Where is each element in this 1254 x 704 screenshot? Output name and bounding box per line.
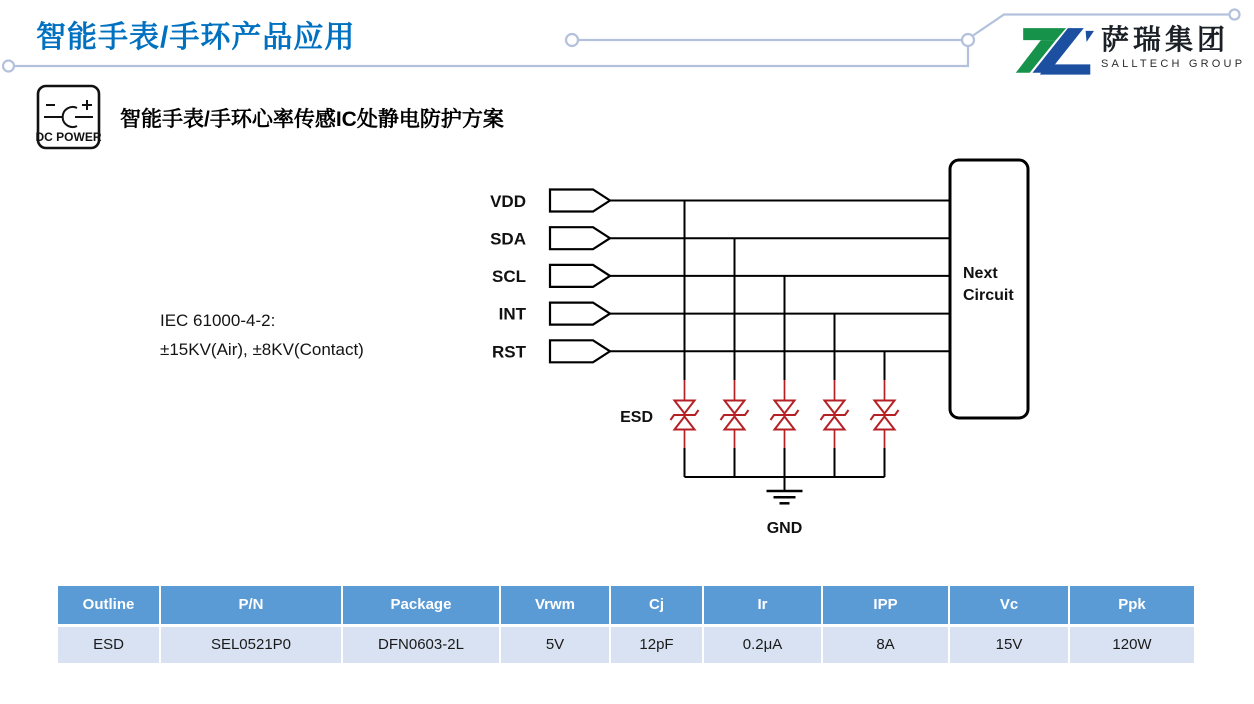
page-title: 智能手表/手环产品应用 [36,21,356,54]
next-circuit-label-line1: Next [963,265,998,282]
col-header-ipp: IPP [823,586,950,624]
dc-power-label: DC POWER [36,130,102,144]
signal-labels [490,192,527,362]
spec-table-header-row [58,586,1194,624]
esd-diode [821,380,849,448]
col-header-outline: Outline [58,586,161,624]
esd-diode [671,380,699,448]
spec-table [58,586,1194,663]
company-logo [1012,24,1245,75]
esd-diode [721,380,749,448]
cell-ipp: 8A [823,627,950,663]
signal-port-tags [550,190,610,363]
spec-table-data-row [58,627,1194,663]
logo-name-en: SALLTECH GROUP [1101,58,1246,70]
salltech-logo-icon [1012,24,1094,75]
port-tag-sda [550,227,610,249]
esd-label: ESD [620,409,653,426]
col-header-package: Package [343,586,501,624]
iec-line2: ±15KV(Air), ±8KV(Contact) [160,340,364,359]
logo-name-cn: 萨瑞集团 [1101,24,1230,55]
gnd-label: GND [766,520,803,537]
cell-ir: 0.2μA [704,627,823,663]
port-tag-int [550,303,610,325]
signal-wires [610,201,950,491]
signal-label-scl: SCL [492,267,526,286]
esd-diode [771,380,799,448]
signal-label-vdd: VDD [490,192,526,211]
col-header-cj: Cj [611,586,704,624]
ground-symbol [767,491,803,503]
esd-diode [871,380,899,448]
cell-vrwm: 5V [501,627,611,663]
cell-pn: SEL0521P0 [161,627,343,663]
col-header-ir: Ir [704,586,823,624]
port-tag-scl [550,265,610,287]
col-header-vrwm: Vrwm [501,586,611,624]
cell-ppk: 120W [1070,627,1194,663]
col-header-ppk: Ppk [1070,586,1194,624]
port-tag-vdd [550,190,610,212]
cell-cj: 12pF [611,627,704,663]
esd-protection-circuit-diagram [455,150,1060,550]
signal-label-rst: RST [492,342,526,362]
port-tag-rst [550,340,610,362]
col-header-pn: P/N [161,586,343,624]
section-subtitle: 智能手表/手环心率传感IC处静电防护方案 [120,108,504,131]
dc-power-icon [36,84,102,157]
cell-outline: ESD [58,627,161,663]
iec-standard-note [160,306,364,364]
cell-vc: 15V [950,627,1070,663]
col-header-vc: Vc [950,586,1070,624]
signal-label-sda: SDA [490,229,526,249]
signal-label-int: INT [498,304,526,324]
logo-text [1101,24,1245,70]
next-circuit-label-line2: Circuit [963,287,1014,304]
cell-package: DFN0603-2L [343,627,501,663]
iec-line1: IEC 61000-4-2: [160,311,276,330]
esd-diode-array [671,380,899,448]
